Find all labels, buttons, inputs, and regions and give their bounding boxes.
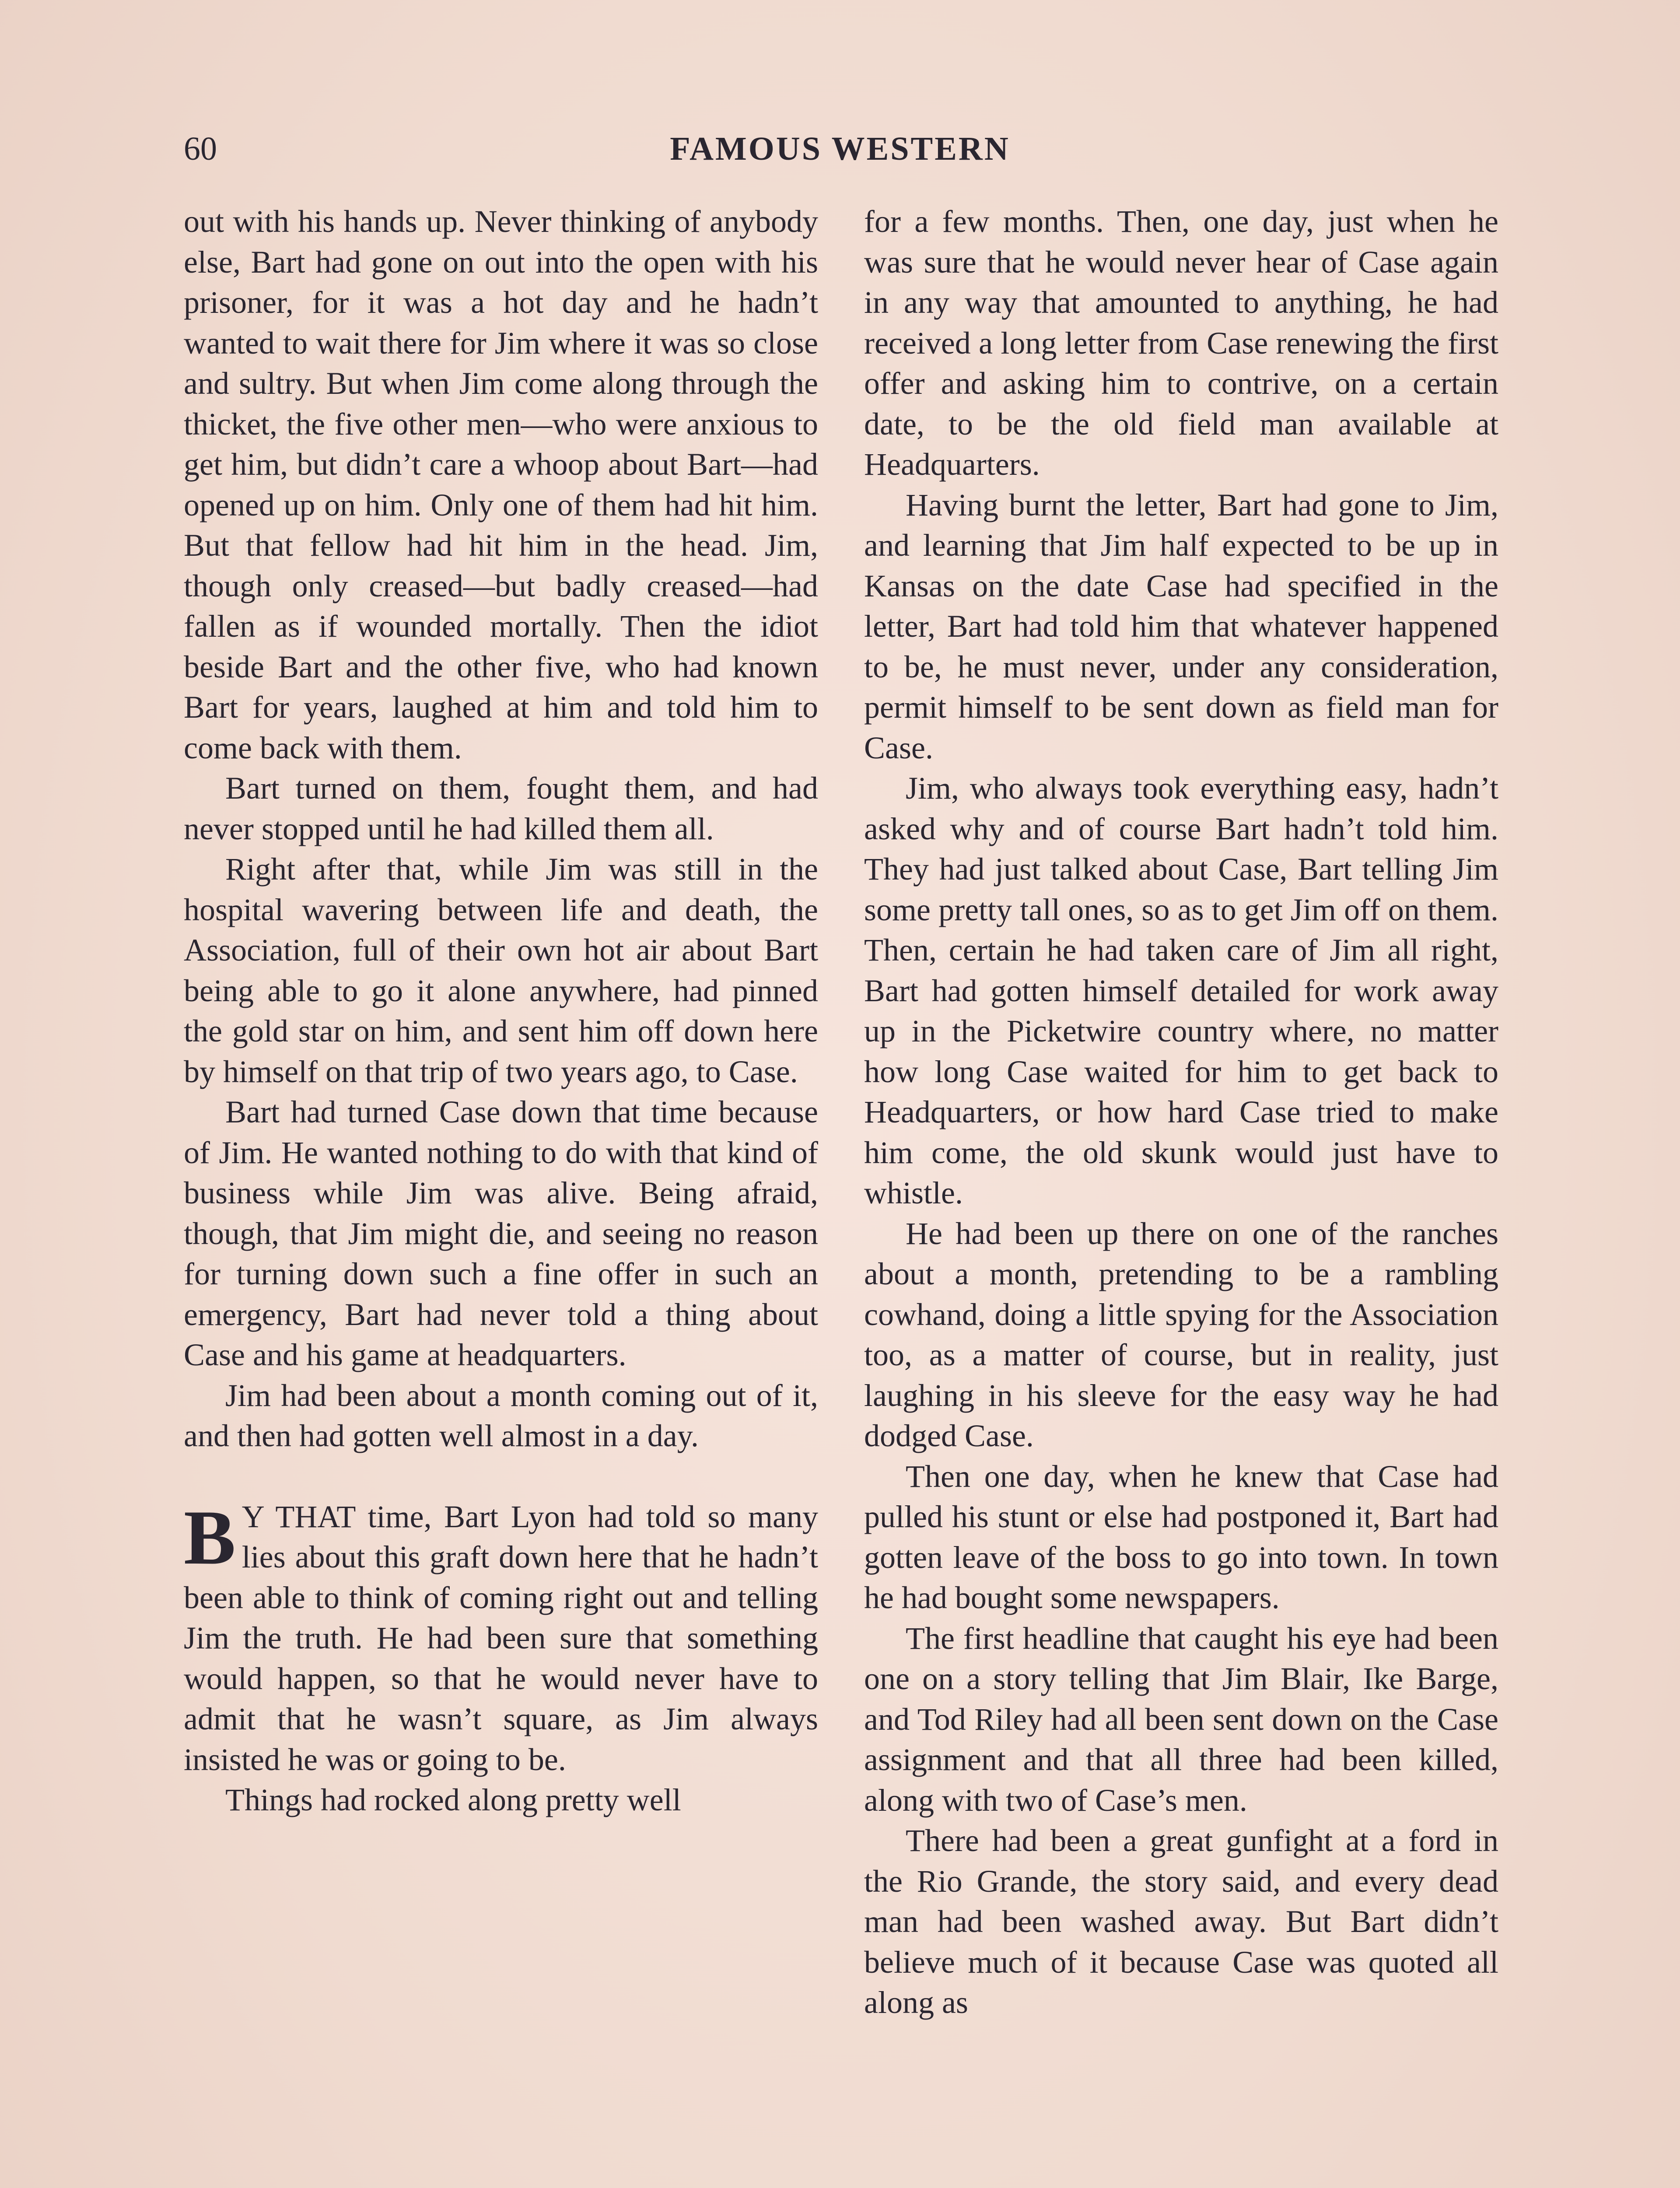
section-break (184, 1456, 818, 1497)
drop-cap: B (184, 1494, 236, 1581)
right-column (864, 201, 1498, 2023)
paragraph: for a few months. Then, one day, just when he was sure that he would never hear of Case again in any way that amounted to anything, he had received a long letter from Case renewing the first offer and asking him to contrive, on a certain date, to be the old field man available at Headquarters. (864, 204, 1498, 482)
paragraph: The first headline that caught his eye had been one on a story telling that Jim Blair, Ike Barge, and Tod Riley had all been sent down on the Case assignment and that all three had been killed, along with two of Case’s men. (864, 1620, 1498, 1818)
left-column (184, 201, 818, 1820)
paragraph: Things had rocked along pretty well (225, 1782, 681, 1817)
dropcap-paragraph (184, 1494, 818, 1780)
paragraph: Then one day, when he knew that Case had pulled his stunt or else had postponed it, Bart had gotten leave of the boss to go into town. In town he had bought some newspapers. (864, 1459, 1498, 1615)
paragraph: Bart turned on them, fought them, and had never stopped until he had killed them all. (184, 771, 818, 846)
paragraph: Jim had been about a month coming out of it, and then had gotten well almost in a day. (184, 1378, 818, 1453)
dropcap-paragraph-text: Y THAT time, Bart Lyon had told so many lies about this graft down here that he hadn’t been able to think of coming right out and telling Jim the truth. He had been sure that something would happen, so that he would never have to admit that he wasn’t square, as Jim always insisted he was or going to be. (184, 1499, 818, 1777)
paragraph: Bart had turned Case down that time because of Jim. He wanted nothing to do with that kind of business while Jim was alive. Being afraid, though, that Jim might die, and seeing no reason for turning down such a fine offer in such an emergency, Bart had never told a thing about Case and his game at headquarters. (184, 1094, 818, 1372)
paragraph: There had been a great gunfight at a ford in the Rio Grande, the story said, and every dead man had been washed away. But Bart didn’t believe much of it because Case was quoted all along as (864, 1823, 1498, 2020)
running-title: FAMOUS WESTERN (670, 130, 1010, 167)
paragraph: He had been up there on one of the ranches about a month, pretending to be a rambling cowhand, doing a little spying for the Association too, as a matter of course, but in reality, just laughing in his sleeve for the easy way he had dodged Case. (864, 1216, 1498, 1453)
paragraph: Jim, who always took everything easy, hadn’t asked why and of course Bart hadn’t told him. They had just talked about Case, Bart telling Jim some pretty tall ones, so as to get Jim off on them. Then, certain he had taken care of Jim all right, Bart had gotten himself detailed for work away up in the Picketwire country where, no matter how long Case waited for him to get back to Headquarters, or how hard Case tried to make him come, the old skunk would just have to whistle. (864, 771, 1498, 1210)
paragraph: out with his hands up. Never thinking of anybody else, Bart had gone on out into the open with his prisoner, for it was a hot day and he hadn’t wanted to wait there for Jim where it was so close and sultry. But when Jim come along through the thicket, the five other men—who were anxious to get him, but didn’t care a whoop about Bart—had opened up on him. Only one of them had hit him. But that fellow had hit him in the head. Jim, though only creased—but badly creased—had fallen as if wounded mortally. Then the idiot beside Bart and the other five, who had known Bart for years, laughed at him and told him to come back with them. (184, 204, 818, 765)
paragraph: Having burnt the letter, Bart had gone to Jim, and learning that Jim half expected to be up in Kansas on the date Case had specified in the letter, Bart had told him that whatever happened to be, he must never, under any consideration, permit himself to be sent down as field man for Case. (864, 487, 1498, 765)
page-header (184, 118, 1496, 179)
page-number: 60 (184, 130, 217, 167)
paragraph: Right after that, while Jim was still in the hospital wavering between life and death, the Association, full of their own hot air about Bart being able to go it alone anywhere, had pinned the gold star on him, and sent him off down here by himself on that trip of two years ago, to Case. (184, 852, 818, 1089)
